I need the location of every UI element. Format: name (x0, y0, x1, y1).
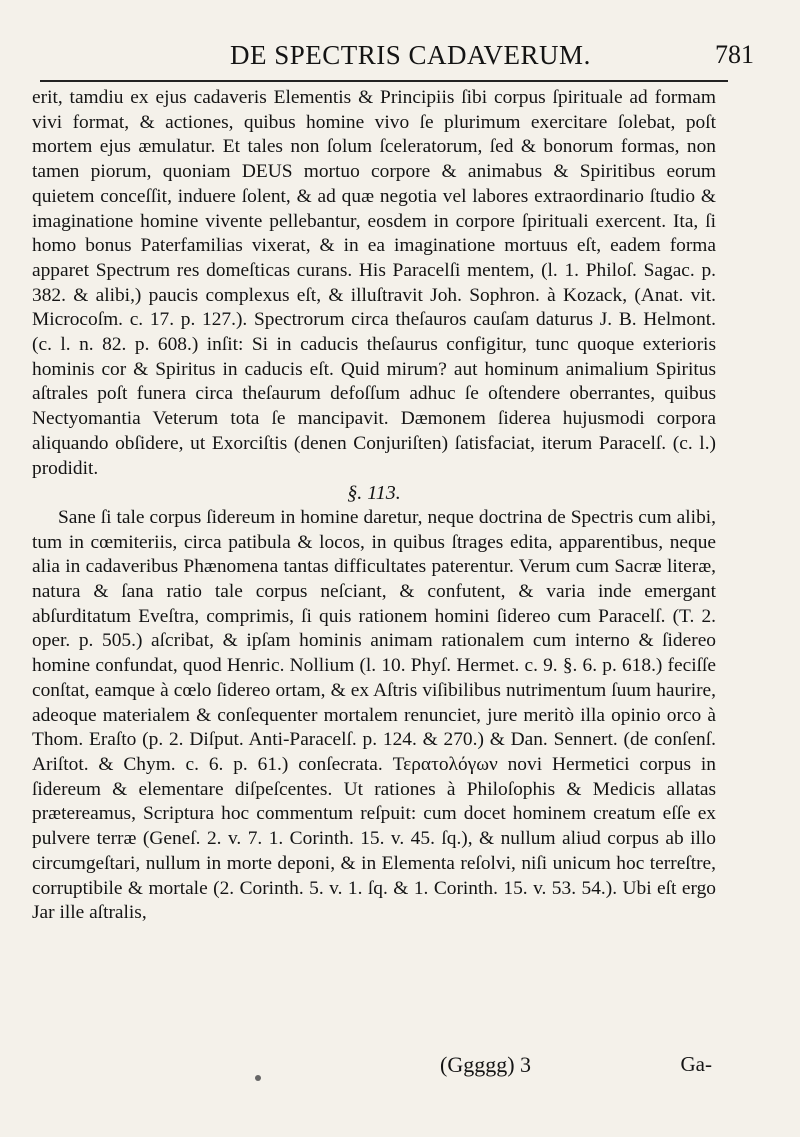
ink-speck (255, 1075, 261, 1081)
page-header (40, 34, 760, 74)
page-footer (0, 1052, 800, 1084)
paragraph: erit, tamdiu ex ejus cadaveris Elementis & Principiis ſibi corpus ſpirituale ad formam vivi format, & actiones, quibus homine vivo ſe plurimum exercitare ſolebat, poſt mortem ejus æmulatur. Et tales non ſolum ſceleratorum, ſed & bonorum formas, non tamen piorum, quoniam DEUS mortuo corpore & animabus & Spiritibus eorum quietem conceſſit, induere ſolent, & ad quæ negotia vel labores extraordinario ſtudio & imaginatione homine vivente pellebantur, eosdem in corpore ſpirituali exercent. Ita, ſi homo bonus Paterfamilias vixerat, & in ea imaginatione mortuus eſt, eadem forma apparet Spectrum res domeſticas curans. His Paracelſi mentem, (l. 1. Philoſ. Sagac. p. 382. & alibi,) paucis complexus eſt, & illuſtravit Joh. Sophron. à Kozack, (Anat. vit. Microcoſm. c. 17. p. 127.). Spectrorum circa theſauros cauſam daturus J. B. Helmont. (c. l. n. 82. p. 608.) inſit: Si in caducis theſaurus configitur, tunc quoque exterioris hominis cor & Spiritus in caducis eſt. Quid mirum? aut hominum animalium Spiritus aſtrales poſt funera circa theſaurum defoſſum adhuc ſe oſtendere oberrantes, quibus Nectyomantia Veterum tota ſe mancipavit. Dæmonem ſiderea hujusmodi corpora aliquando obſidere, ut Exorciſtis (denen Conjuriſten) ſatisfaciat, iterum Paracelſ. (c. l.) prodidit. (32, 87, 716, 479)
body-text (32, 86, 716, 926)
section-heading: §. 113. (347, 482, 401, 505)
signature-mark: (Ggggg) 3 (440, 1052, 532, 1077)
paragraph: Sane ſi tale corpus ſidereum in homine daretur, neque doctrina de Spectris cum alibi, tum in cœmiteriis, circa patibula & locos, in quibus ſtrages edita, apparentibus, neque alia in cadaveribus Phænomena tantas difficultates paterentur. Verum cum Sacræ literæ, natura & ſana ratio tale corpus neſciant, & confutent, & varia inde emergant abſurditatum Eveſtra, comprimis, ſi quis rationem homini ſidereo cum Paracelſ. (T. 2. oper. p. 505.) aſcribat, & ipſam hominis animam rationalem cum interno & ſidereo homine confundat, quod Henric. Nollium (l. 10. Phyſ. Hermet. c. 9. §. 6. p. 618.) feciſſe conſtat, eamque à cœlo ſidereo ortam, & ex Aſtris viſibilibus nutrimentum ſuum haurire, adeoque materialem & conſequenter mortalem renunciet, jure meritò illa opinio orco à Thom. Eraſto (p. 2. Diſput. Anti-Paracelſ. p. 124. & 270.) & Dan. Sennert. (de conſenſ. Ariſtot. & Chym. c. 6. p. 61.) conſecrata. Τερατολόγων novi Hermetici corpus in ſidereum & elementare diſpeſcentes. Ut rationes à Philoſophis & Medicis allatas prætereamus, Scriptura hoc commentum reſpuit: cum docet hominem creatum eſſe ex pulvere terræ (Geneſ. 2. v. 7. 1. Corinth. 15. v. 45. ſq.), & nullum aliud corpus ab illo circumgeſtari, nullum in morte deponi, & in Elementa reſolvi, niſi unicum hoc terreſtre, corruptibile & mortale (2. Corinth. 5. v. 1. ſq. & 1. Corinth. 15. v. 53. 54.). Ubi eſt ergo Jar ille aſtralis, (32, 506, 716, 924)
header-rule (40, 80, 728, 82)
running-title: DE SPECTRIS CADAVERUM. (230, 40, 591, 70)
catchword: Ga- (680, 1052, 712, 1076)
page-number: 781 (715, 40, 754, 69)
